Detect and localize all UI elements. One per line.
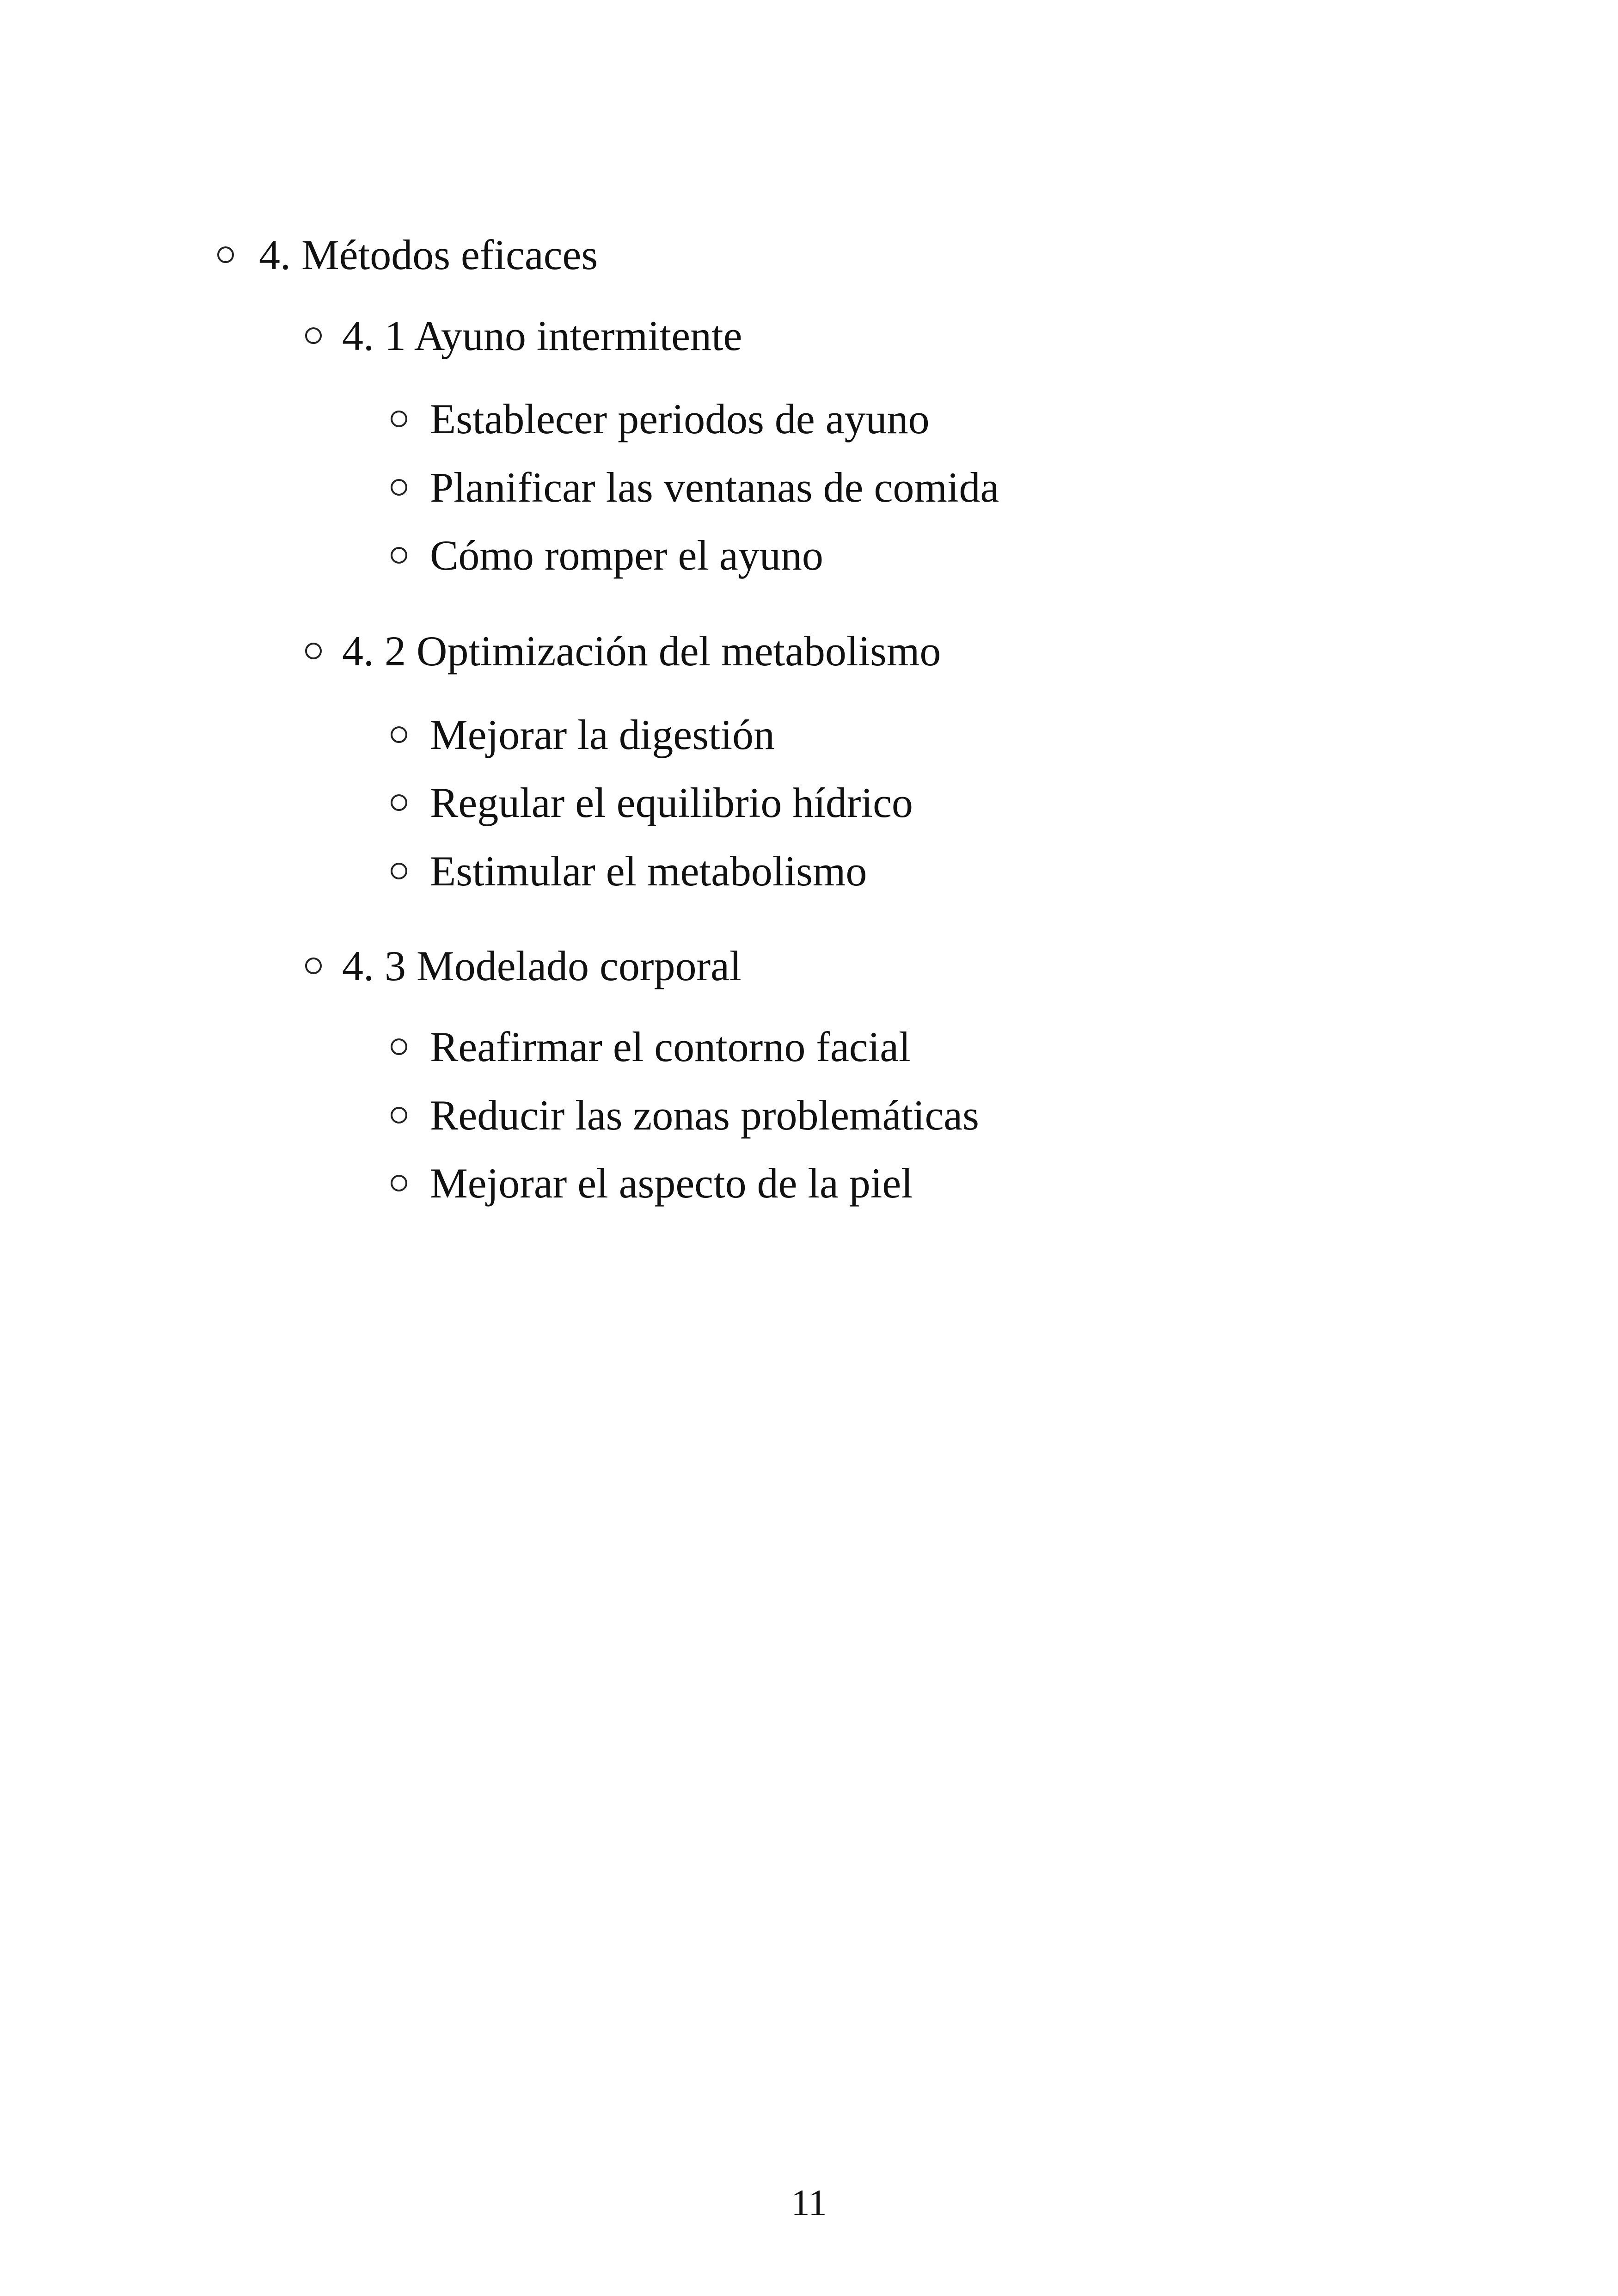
hollow-circle-bullet-icon: [391, 1038, 407, 1055]
hollow-circle-bullet-icon: [391, 547, 407, 564]
outline-label: Planificar las ventanas de comida: [430, 464, 999, 511]
outline-label: Establecer periodos de ayuno: [430, 395, 930, 442]
hollow-circle-bullet-icon: [305, 327, 322, 344]
hollow-circle-bullet-icon: [305, 958, 322, 974]
outline-label: Reducir las zonas problemáticas: [430, 1092, 979, 1139]
hollow-circle-bullet-icon: [391, 1175, 407, 1191]
hollow-circle-bullet-icon: [391, 863, 407, 879]
hollow-circle-bullet-icon: [217, 246, 234, 263]
hollow-circle-bullet-icon: [305, 643, 322, 659]
hollow-circle-bullet-icon: [391, 479, 407, 496]
outline-label: 4. 3 Modelado corporal: [342, 942, 742, 989]
outline-label: Reafirmar el contorno facial: [430, 1023, 911, 1070]
outline-label: Mejorar el aspecto de la piel: [430, 1160, 913, 1207]
outline-label: Cómo romper el ayuno: [430, 532, 823, 579]
outline-label: Mejorar la digestión: [430, 711, 775, 758]
page-number: 11: [791, 2183, 827, 2223]
hollow-circle-bullet-icon: [391, 1107, 407, 1123]
hollow-circle-bullet-icon: [391, 794, 407, 811]
hollow-circle-bullet-icon: [391, 726, 407, 743]
outline-label: Regular el equilibrio hídrico: [430, 779, 913, 826]
outline-label: 4. 2 Optimización del metabolismo: [342, 627, 941, 675]
hollow-circle-bullet-icon: [391, 411, 407, 427]
outline-label: Estimular el metabolismo: [430, 847, 867, 895]
outline-label: 4. 1 Ayuno intermitente: [342, 312, 742, 359]
outline-label: 4. Métodos eficaces: [259, 231, 598, 278]
